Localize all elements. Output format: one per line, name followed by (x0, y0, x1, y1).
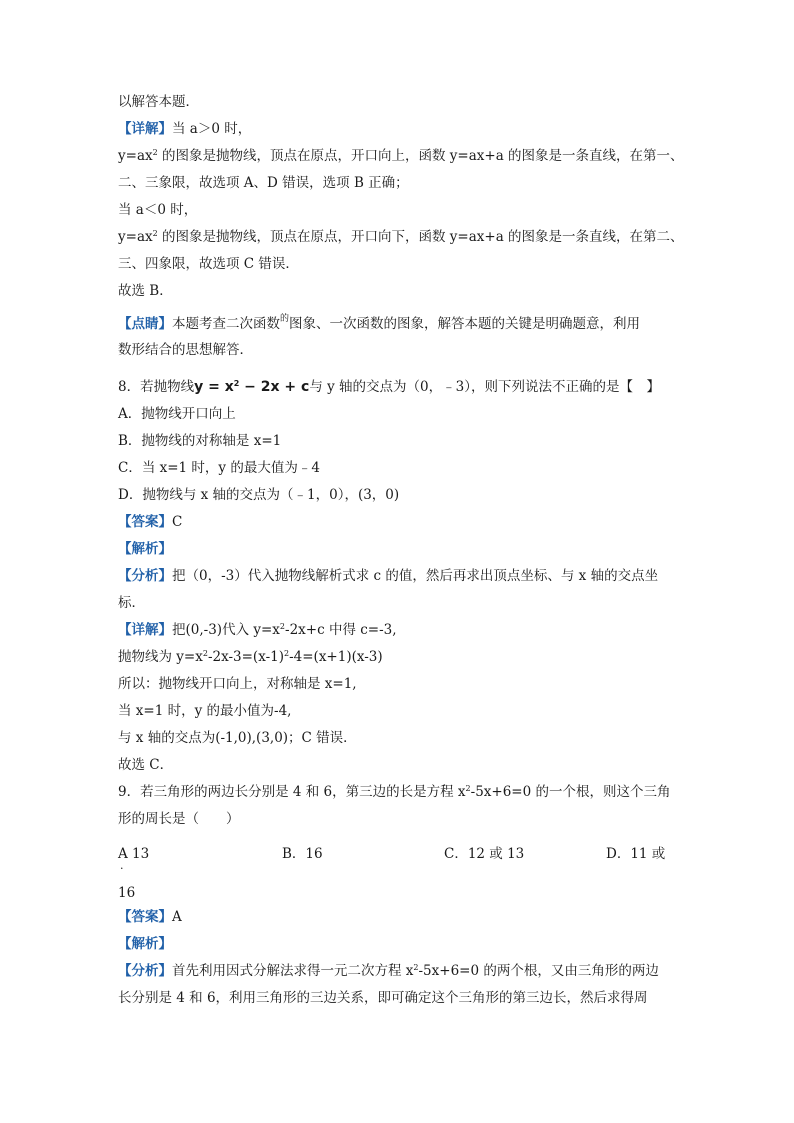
option-c: C．当 x=1 时，y 的最大值为﹣4 (118, 460, 320, 476)
superscript: 的 (280, 314, 290, 324)
option-a: A 13 (118, 846, 150, 862)
text-line: 长分别是 4 和 6，利用三角形的三边关系，即可确定这个三角形的第三边长，然后求得周 (118, 990, 648, 1006)
option-d: D．11 或 (606, 846, 666, 862)
text-line: 与 x 轴的交点为(-1,0),(3,0)；C 错误． (118, 730, 357, 746)
text: -5x+6=0 的两个根，又由三角形的两边 (418, 963, 659, 979)
answer-value: A (172, 909, 182, 925)
analysis-line (118, 539, 172, 559)
text-line: 二、三象限，故选项 A、D 错误，选项 B 正确； (118, 175, 409, 191)
superscript: 2 (152, 229, 158, 238)
text-line: 当 x=1 时，y 的最小值为-4, (118, 703, 292, 719)
text: -4=(x+1)(x-3) (289, 649, 383, 665)
option-c: C．12 或 13 (444, 846, 525, 862)
text-line: 故选 C． (118, 757, 174, 773)
analysis-line (118, 934, 172, 954)
text-line (118, 119, 251, 139)
superscript: 2 (152, 148, 158, 157)
text: 把（0，-3）代入抛物线解析式求 c 的值，然后再求出顶点坐标、与 x 轴的交点坐 (172, 568, 659, 584)
text: y=ax (118, 148, 153, 164)
section-tag: 【详解】 (118, 121, 172, 137)
text-line (118, 314, 640, 334)
option-d-continuation: 16 (118, 885, 136, 901)
text: 当 a＞0 时， (172, 121, 252, 137)
text: 与 y 轴的交点为（0，﹣3），则下列说法不正确的是【 】 (309, 379, 660, 395)
option-b: B．抛物线的对称轴是 x=1 (118, 433, 282, 449)
text: 把(0,-3)代入 y=x (172, 622, 280, 638)
superscript: 2 (233, 379, 240, 388)
analysis-tag: 【解析】 (118, 541, 172, 557)
section-tag: 【详解】 (118, 622, 172, 638)
text-line (118, 146, 684, 166)
text-line: 标． (118, 595, 145, 611)
option-a: A．抛物线开口向上 (118, 406, 236, 422)
superscript: 2 (284, 649, 290, 658)
text: 的图象是抛物线，顶点在原点，开口向上，函数 y=ax+a 的图象是一条直线，在第一、 (157, 148, 684, 164)
text-line: 当 a＜0 时， (118, 202, 198, 218)
section-tag: 【分析】 (118, 568, 172, 584)
text-line: 故选 B． (118, 283, 173, 299)
text: 图象、一次函数的图象，解答本题的关键是明确题意，利用 (289, 316, 641, 332)
text: 的图象是抛物线，顶点在原点，开口向下，函数 y=ax+a 的图象是一条直线，在第二、 (157, 229, 684, 245)
text: 抛物线为 y=x (118, 649, 203, 665)
text-line (118, 227, 684, 247)
answer-value: C (172, 514, 183, 530)
text: 本题考查二次函数 (172, 316, 280, 332)
text-line: 三、四象限，故选项 C 错误． (118, 256, 299, 272)
formula (194, 379, 309, 395)
text-line: 数形结合的思想解答． (118, 342, 253, 358)
section-tag: 【点睛】 (118, 316, 172, 332)
text-line: 形的周长是（ ） (118, 811, 240, 827)
answer-line (118, 512, 182, 532)
text-line (118, 961, 659, 981)
text: 8．若抛物线 (118, 379, 195, 395)
text: -2x-3=(x-1) (207, 649, 284, 665)
text: 首先利用因式分解法求得一元二次方程 x (172, 963, 414, 979)
option-a-dot: . (120, 859, 124, 872)
text-line: 所以：抛物线开口向上，对称轴是 x=1, (118, 676, 357, 692)
superscript: 2 (465, 784, 471, 793)
question-8-stem (118, 377, 660, 397)
text-line (118, 566, 658, 586)
text: 9．若三角形的两边长分别是 4 和 6，第三边的长是方程 x (118, 784, 466, 800)
text: -2x+c 中得 c=-3, (285, 622, 397, 638)
text: -5x+6=0 的一个根，则这个三角 (470, 784, 671, 800)
formula-part: y = x (194, 379, 234, 395)
text-line: 以解答本题． (118, 94, 199, 110)
text-line (118, 620, 397, 640)
superscript: 2 (413, 963, 419, 972)
superscript: 2 (202, 649, 208, 658)
question-9-stem (118, 782, 671, 802)
answer-line (118, 907, 182, 927)
superscript: 2 (279, 622, 286, 631)
answer-tag: 【答案】 (118, 514, 172, 530)
section-tag: 【分析】 (118, 963, 172, 979)
text: y=ax (118, 229, 153, 245)
answer-tag: 【答案】 (118, 909, 172, 925)
analysis-tag: 【解析】 (118, 936, 172, 952)
formula-part: − 2x + c (239, 379, 310, 395)
option-d: D．抛物线与 x 轴的交点为（﹣1，0），(3，0) (118, 487, 400, 503)
option-b: B．16 (282, 846, 323, 862)
text-line (118, 647, 383, 667)
